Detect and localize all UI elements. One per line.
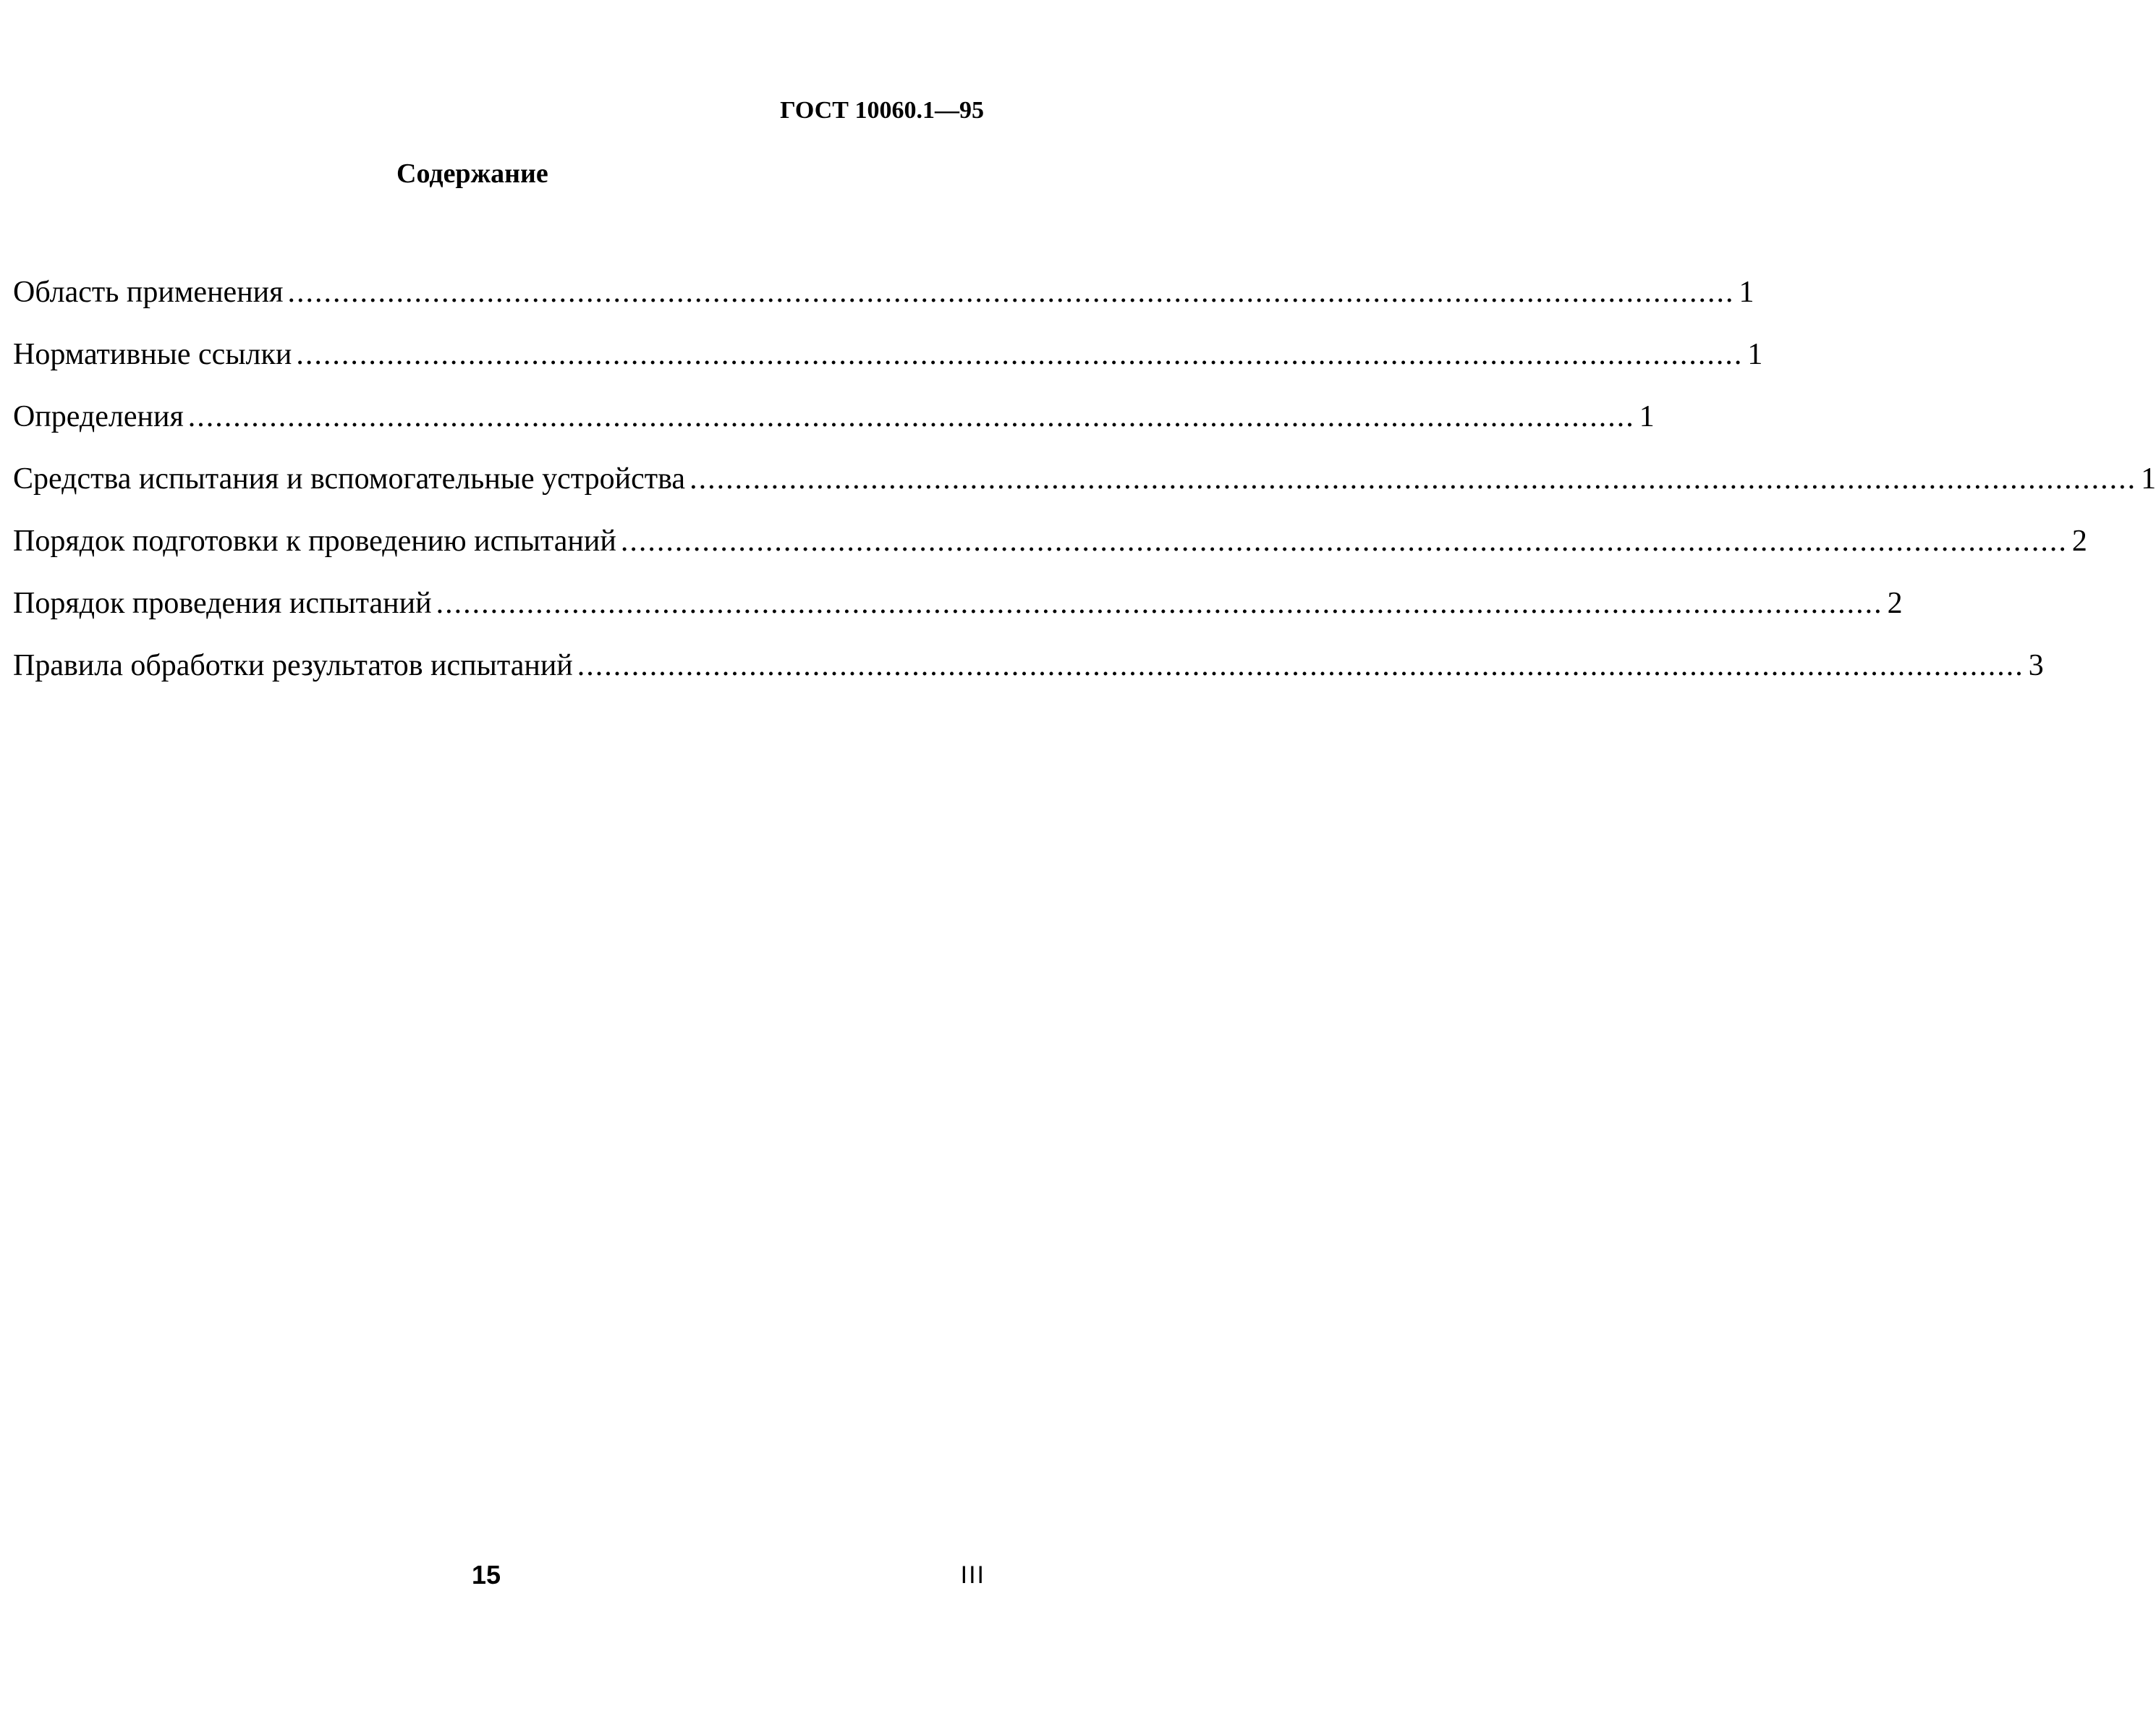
toc-entry bbox=[13, 648, 2044, 710]
roman-page-number: III bbox=[960, 1561, 985, 1589]
toc-entry-label: Определения bbox=[13, 400, 184, 433]
toc-entry-page: 1 bbox=[2141, 462, 2156, 496]
toc-title: Содержание bbox=[396, 158, 548, 189]
toc-entry-label: Средства испытания и вспомогательные устройства bbox=[13, 462, 686, 496]
toc-entry-page: 1 bbox=[1739, 276, 1754, 309]
toc-entry-label: Область применения bbox=[13, 276, 284, 309]
toc-dot-leader: ................................................................................................................................................................ bbox=[436, 587, 1883, 620]
toc-entry-label: Нормативные ссылки bbox=[13, 338, 292, 371]
toc-entry bbox=[13, 462, 2156, 524]
toc-dot-leader: ................................................................................................................................................................ bbox=[187, 400, 1635, 433]
toc-entry bbox=[13, 275, 1754, 337]
toc-entry-label: Правила обработки результатов испытаний bbox=[13, 649, 573, 682]
toc-dot-leader: ................................................................................................................................................................ bbox=[620, 525, 2068, 558]
toc-dot-leader: ................................................................................................................................................................ bbox=[287, 276, 1735, 309]
toc-entry bbox=[13, 586, 1903, 648]
table-of-contents bbox=[13, 275, 2156, 710]
toc-entry bbox=[13, 524, 2087, 586]
document-code: ГОСТ 10060.1—95 bbox=[780, 97, 984, 124]
toc-entry bbox=[13, 399, 1655, 462]
toc-entry bbox=[13, 337, 1763, 399]
toc-entry-page: 2 bbox=[2071, 525, 2087, 558]
toc-dot-leader: ................................................................................................................................................................ bbox=[689, 462, 2137, 496]
toc-dot-leader: ................................................................................................................................................................ bbox=[577, 649, 2024, 682]
page-number: 15 bbox=[472, 1560, 501, 1590]
toc-entry-label: Порядок проведения испытаний bbox=[13, 587, 432, 620]
toc-entry-page: 1 bbox=[1747, 338, 1763, 371]
toc-entry-page: 1 bbox=[1639, 400, 1655, 433]
toc-entry-page: 2 bbox=[1887, 587, 1903, 620]
toc-entry-page: 3 bbox=[2028, 649, 2044, 682]
toc-entry-label: Порядок подготовки к проведению испытаний bbox=[13, 525, 616, 558]
toc-dot-leader: ................................................................................................................................................................ bbox=[296, 338, 1744, 371]
